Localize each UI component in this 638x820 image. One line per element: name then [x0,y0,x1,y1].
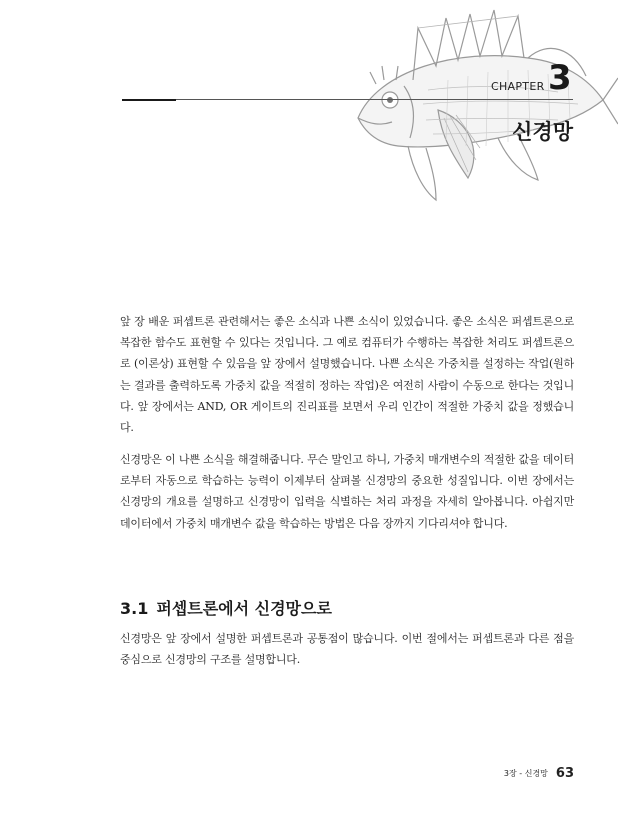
intro-paragraph-2: 신경망은 이 나쁜 소식을 해결해줍니다. 무슨 말인고 하니, 가중치 매개변수의 적절한 값을 데이터로부터 자동으로 학습하는 능력이 이제부터 살펴볼 신경망의 중요한 성질입니다. 이번 장에서는 신경망의 개요를 설명하고 신경망이 입력을 식별하는 처리 과정을 자세히 알아봅니다. 아쉽지만 데이터에서 가중치 매개변수 값을 학습하는 방법은 다음 장까지 기다리셔야 합니다. [120,453,574,530]
page-footer [470,766,574,781]
chapter-number: 3 [548,58,572,98]
intro-paragraph-1: 앞 장 배운 퍼셉트론 관련해서는 좋은 소식과 나쁜 소식이 있었습니다. 좋은 소식은 퍼셉트론으로 복잡한 함수도 표현할 수 있다는 것입니다. 그 예로 컴퓨터가 수행하는 복잡한 처리도 퍼셉트론으로 (이론상) 표현할 수 있음을 앞 장에서 설명했습니다. 나쁜 소식은 가중치를 설정하는 작업(원하는 결과를 출력하도록 가중치 값을 적절히 정하는 작업)은 여전히 사람이 수동으로 한다는 것입니다. 앞 장에서는 AND, OR 게이트의 진리표를 보면서 우리 인간이 적절한 가중치 값을 정했습니다. [120,315,574,435]
fish-illustration [318,0,618,212]
chapter-title: 신경망 [512,120,573,144]
chapter-rule-thick [122,99,176,101]
section-number: 3.1 [120,599,149,618]
section-paragraph: 신경망은 앞 장에서 설명한 퍼셉트론과 공통점이 많습니다. 이번 절에서는 퍼셉트론과 다른 점을 중심으로 신경망의 구조를 설명합니다. [120,632,574,667]
chapter-label: CHAPTER [491,80,545,93]
section-heading [120,596,332,619]
page-number: 63 [555,766,574,781]
footer-chapter-ref: 3장 - 신경망 [503,769,548,778]
chapter-rule-thin [176,99,573,100]
section-title: 퍼셉트론에서 신경망으로 [156,599,332,618]
